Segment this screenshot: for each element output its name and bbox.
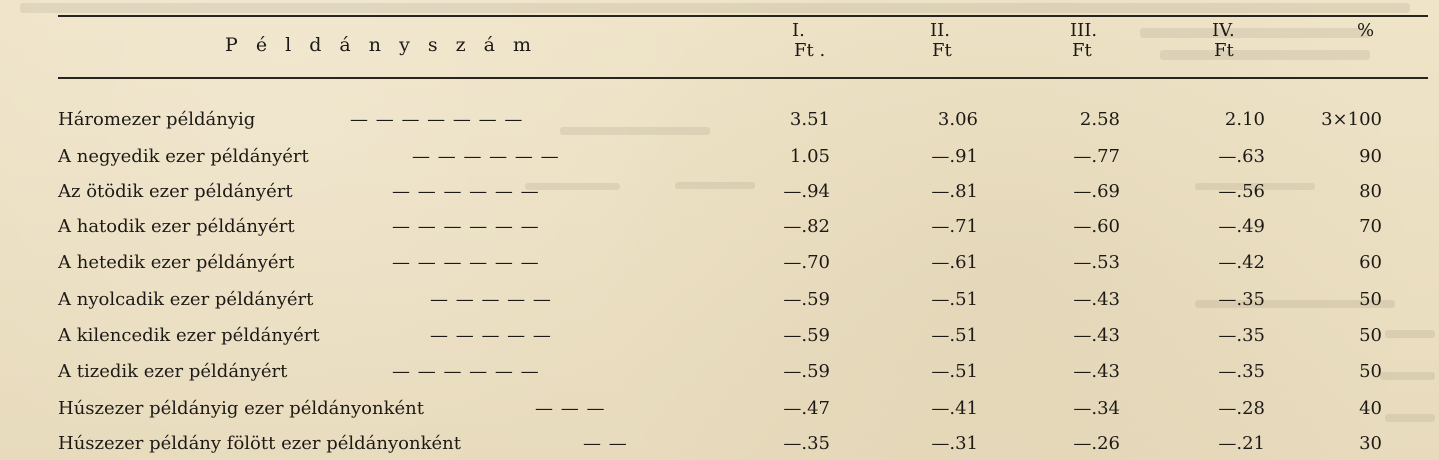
table-row — [0, 324, 1439, 348]
header-col-2-roman: II. — [930, 20, 950, 41]
row-value-col-2: —.91 — [931, 146, 978, 167]
row-value-col-4: —.35 — [1218, 325, 1265, 346]
row-value-col-4: 2.10 — [1224, 109, 1265, 130]
header-col-percent — [1357, 21, 1439, 41]
row-value-col-1: —.59 — [783, 289, 830, 310]
row-dashes: — — — — — — — — [350, 109, 524, 130]
row-label: Háromezer példányig — [58, 109, 256, 130]
header-col-1-roman: I. — [792, 20, 805, 41]
header-col-3 — [1070, 21, 1160, 61]
row-value-col-4: —.35 — [1218, 361, 1265, 382]
row-value-col-1: 1.05 — [789, 146, 830, 167]
row-value-percent: 70 — [1359, 216, 1382, 237]
row-value-col-2: —.51 — [931, 289, 978, 310]
row-value-col-2: —.61 — [931, 252, 978, 273]
table-row — [0, 360, 1439, 384]
header-col-4-roman: IV. — [1212, 20, 1235, 41]
row-value-col-1: —.94 — [783, 181, 830, 202]
row-dashes: — — — — [535, 398, 606, 419]
row-value-col-3: —.77 — [1073, 146, 1120, 167]
row-value-col-1: —.59 — [783, 361, 830, 382]
header-col-2-unit: Ft — [932, 40, 952, 61]
row-value-col-2: —.71 — [931, 216, 978, 237]
table-row — [0, 397, 1439, 421]
row-label: A hetedik ezer példányért — [58, 252, 295, 273]
row-dashes: — — — — — — — [392, 181, 540, 202]
row-value-percent: 40 — [1359, 398, 1382, 419]
row-value-col-3: —.53 — [1073, 252, 1120, 273]
row-dashes: — — — — — — — [412, 146, 560, 167]
row-value-col-4: —.49 — [1218, 216, 1265, 237]
row-value-col-2: 3.06 — [937, 109, 978, 130]
row-label: A tizedik ezer példányért — [58, 361, 288, 382]
row-label: Húszezer példány fölött ezer példányonként — [58, 433, 461, 454]
row-value-percent: 60 — [1359, 252, 1382, 273]
row-value-col-2: —.31 — [931, 433, 978, 454]
row-value-col-4: —.35 — [1218, 289, 1265, 310]
header-col-1-unit: Ft . — [794, 40, 826, 61]
row-label: A kilencedik ezer példányért — [58, 325, 320, 346]
table-row — [0, 108, 1439, 132]
row-dashes: — — — — — — — [392, 252, 540, 273]
row-value-col-1: 3.51 — [789, 109, 830, 130]
row-value-col-3: —.60 — [1073, 216, 1120, 237]
row-value-percent: 80 — [1359, 181, 1382, 202]
row-value-col-3: —.69 — [1073, 181, 1120, 202]
table-row — [0, 215, 1439, 239]
row-label: A negyedik ezer példányért — [58, 146, 309, 167]
row-value-percent: 50 — [1359, 325, 1382, 346]
row-dashes: — — — [583, 433, 628, 454]
table-header-rule — [58, 77, 1428, 79]
header-col-2 — [930, 21, 1020, 61]
row-value-col-1: —.70 — [783, 252, 830, 273]
row-value-col-2: —.51 — [931, 325, 978, 346]
header-col-4 — [1212, 21, 1302, 61]
row-value-col-3: —.43 — [1073, 325, 1120, 346]
table-row — [0, 145, 1439, 169]
table-header — [0, 17, 1439, 77]
row-label: Az ötödik ezer példányért — [58, 181, 293, 202]
table-row — [0, 288, 1439, 312]
row-dashes: — — — — — — [430, 289, 552, 310]
table-row — [0, 432, 1439, 456]
header-main-label: P é l d á n y s z á m — [225, 34, 538, 56]
row-value-col-4: —.56 — [1218, 181, 1265, 202]
row-value-percent: 50 — [1359, 361, 1382, 382]
row-value-col-4: —.28 — [1218, 398, 1265, 419]
row-dashes: — — — — — — — [392, 216, 540, 237]
header-col-3-roman: III. — [1070, 20, 1098, 41]
table-row — [0, 180, 1439, 204]
row-value-col-2: —.81 — [931, 181, 978, 202]
row-value-col-3: —.26 — [1073, 433, 1120, 454]
row-value-col-3: —.43 — [1073, 361, 1120, 382]
row-value-col-4: —.21 — [1218, 433, 1265, 454]
row-value-col-4: —.42 — [1218, 252, 1265, 273]
row-value-col-1: —.35 — [783, 433, 830, 454]
row-value-col-1: —.82 — [783, 216, 830, 237]
row-value-col-4: —.63 — [1218, 146, 1265, 167]
row-value-percent: 30 — [1359, 433, 1382, 454]
row-value-col-3: 2.58 — [1079, 109, 1120, 130]
row-value-percent: 90 — [1359, 146, 1382, 167]
table-row — [0, 251, 1439, 275]
header-col-1 — [792, 21, 882, 61]
row-dashes: — — — — — — [430, 325, 552, 346]
row-dashes: — — — — — — — [392, 361, 540, 382]
row-value-col-3: —.43 — [1073, 289, 1120, 310]
row-value-col-3: —.34 — [1073, 398, 1120, 419]
row-label: A hatodik ezer példányért — [58, 216, 295, 237]
row-value-col-1: —.47 — [783, 398, 830, 419]
row-value-percent: 50 — [1359, 289, 1382, 310]
header-col-percent-label: % — [1357, 20, 1375, 41]
header-col-4-unit: Ft — [1214, 40, 1234, 61]
row-label: Húszezer példányig ezer példányonként — [58, 398, 424, 419]
row-value-col-1: —.59 — [783, 325, 830, 346]
row-value-col-2: —.41 — [931, 398, 978, 419]
header-col-3-unit: Ft — [1072, 40, 1092, 61]
row-label: A nyolcadik ezer példányért — [58, 289, 314, 310]
row-value-percent: 3×100 — [1321, 109, 1382, 130]
row-value-col-2: —.51 — [931, 361, 978, 382]
